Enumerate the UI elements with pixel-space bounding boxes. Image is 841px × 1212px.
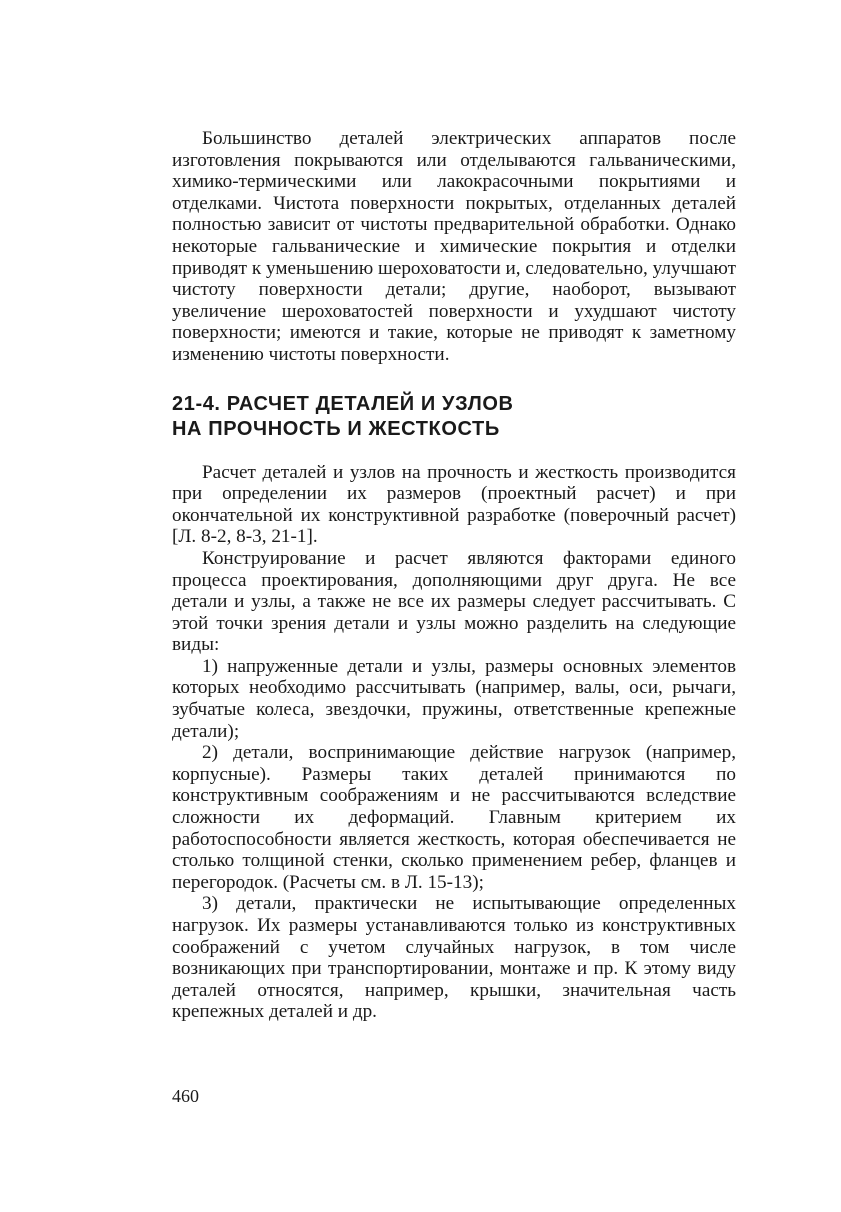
section-heading-line-2: НА ПРОЧНОСТЬ И ЖЕСТКОСТЬ	[172, 417, 500, 440]
section-heading-line-1: 21-4. РАСЧЕТ ДЕТАЛЕЙ И УЗЛОВ	[172, 392, 514, 415]
intro-paragraph: Большинство деталей электрических аппаратов после изготовления покрываются или отделываются гальваническими, химико-термическими или лакокрасочными покрытиями и отделками. Чистота поверхности покрытых, отделанных деталей полностью зависит от чистоты предварительной обработки. Однако некоторые гальванические и химические покрытия и отделки приводят к уменьшению шероховатости и, следовательно, улучшают чистоту поверхности детали; другие, наоборот, вызывают увеличение шероховатостей поверхности и ухудшают чистоту поверхности; имеются и такие, которые не приводят к заметному изменению чистоты поверхности.	[172, 128, 736, 365]
section-heading	[172, 392, 736, 442]
list-item-load-bearing-parts: 2) детали, воспринимающие действие нагрузок (например, корпусные). Размеры таких деталей принимаются по конструктивным соображениям и не рассчитываются вследствие сложности их деформаций. Главным критерием их работоспособности является жесткость, которая обеспечивается не столько толщиной стенки, сколько применением ребер, фланцев и перегородок. (Расчеты см. в Л. 15-13);	[172, 742, 736, 893]
paragraph-calculation: Расчет деталей и узлов на прочность и жесткость производится при определении их размеров (проектный расчет) и при окончательной их конструктивной разработке (поверочный расчет) [Л. 8-2, 8-3, 21-1].	[172, 461, 736, 548]
page-body	[172, 128, 736, 1023]
list-item-stressed-parts: 1) напруженные детали и узлы, размеры основных элементов которых необходимо рассчитывать (например, валы, оси, рычаги, зубчатые колеса, звездочки, пружины, ответственные крепежные детали);	[172, 655, 736, 742]
list-item-unloaded-parts: 3) детали, практически не испытывающие определенных нагрузок. Их размеры устанавливаются только из конструктивных соображений с учетом случайных нагрузок, в том числе возникающих при транспортировании, монтаже и пр. К этому виду деталей относятся, например, крышки, значительная часть крепежных деталей и др.	[172, 893, 736, 1023]
page-number: 460	[172, 1086, 199, 1106]
paragraph-construction: Конструирование и расчет являются факторами единого процесса проектирования, дополняющими друг друга. Не все детали и узлы, а также не все их размеры следует рассчитывать. С этой точки зрения детали и узлы можно разделить на следующие виды:	[172, 547, 736, 656]
